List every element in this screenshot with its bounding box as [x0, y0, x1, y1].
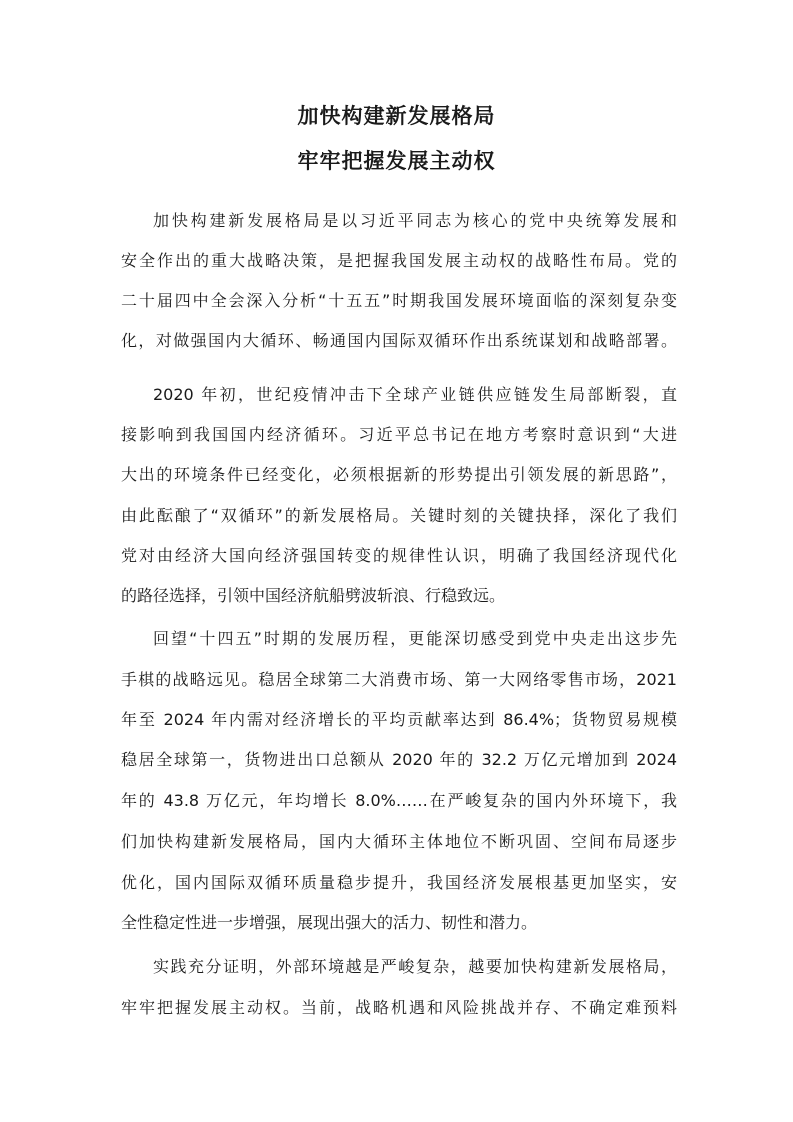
paragraph-1-line: 化，对做强国内大循环、畅通国内国际双循环作出系统谋划和战略部署。	[121, 331, 677, 350]
paragraph-2-line: 接影响到我国国内经济循环。习近平总书记在地方考察时意识到“大进	[121, 425, 677, 444]
paragraph-3-line: 手棋的战略远见。稳居全球第二大消费市场、第一大网络零售市场，2021	[121, 670, 677, 689]
title-line-2: 牢牢把握发展主动权	[297, 149, 496, 173]
paragraph-3-line: 全性稳定性进一步增强，展现出强大的活力、韧性和潜力。	[121, 913, 538, 932]
paragraph-3-line: 们加快构建新发展格局，国内大循环主体地位不断巩固、空间布局逐步	[121, 832, 677, 851]
paragraph-2-line: 2020 年初，世纪疫情冲击下全球产业链供应链发生局部断裂，直	[153, 385, 677, 404]
paragraph-4-line: 牢牢把握发展主动权。当前，战略机遇和风险挑战并存、不确定难预料	[121, 998, 677, 1017]
paragraph-2-line: 党对由经济大国向经济强国转变的规律性认识，明确了我国经济现代化	[121, 546, 677, 565]
paragraph-3-line: 回望“十四五”时期的发展历程，更能深切感受到党中央走出这步先	[153, 629, 677, 648]
paragraph-1-line: 加快构建新发展格局是以习近平同志为核心的党中央统筹发展和	[153, 211, 677, 230]
paragraph-3-line: 优化，国内国际双循环质量稳步提升，我国经济发展根基更加坚实，安	[121, 873, 677, 892]
paragraph-2-line: 的路径选择，引领中国经济航船劈波斩浪、行稳致远。	[121, 586, 506, 605]
paragraph-2-line: 大出的环境条件已经变化，必须根据新的形势提出引领发展的新思路”，	[121, 465, 677, 484]
paragraph-1-line: 二十届四中全会深入分析“十五五”时期我国发展环境面临的深刻复杂变	[121, 291, 677, 310]
paragraph-3-line: 稳居全球第一，货物进出口总额从 2020 年的 32.2 万亿元增加到 2024	[121, 750, 677, 769]
paragraph-4-line: 实践充分证明，外部环境越是严峻复杂，越要加快构建新发展格局，	[153, 957, 677, 976]
title-line-1: 加快构建新发展格局	[297, 104, 496, 128]
paragraph-1-line: 安全作出的重大战略决策，是把握我国发展主动权的战略性布局。党的	[121, 251, 677, 270]
paragraph-3-line: 年至 2024 年内需对经济增长的平均贡献率达到 86.4%；货物贸易规模	[121, 710, 677, 729]
paragraph-3-line: 年的 43.8 万亿元，年均增长 8.0%……在严峻复杂的国内外环境下，我	[121, 791, 677, 810]
paragraph-2-line: 由此酝酿了“双循环”的新发展格局。关键时刻的关键抉择，深化了我们	[121, 506, 677, 525]
